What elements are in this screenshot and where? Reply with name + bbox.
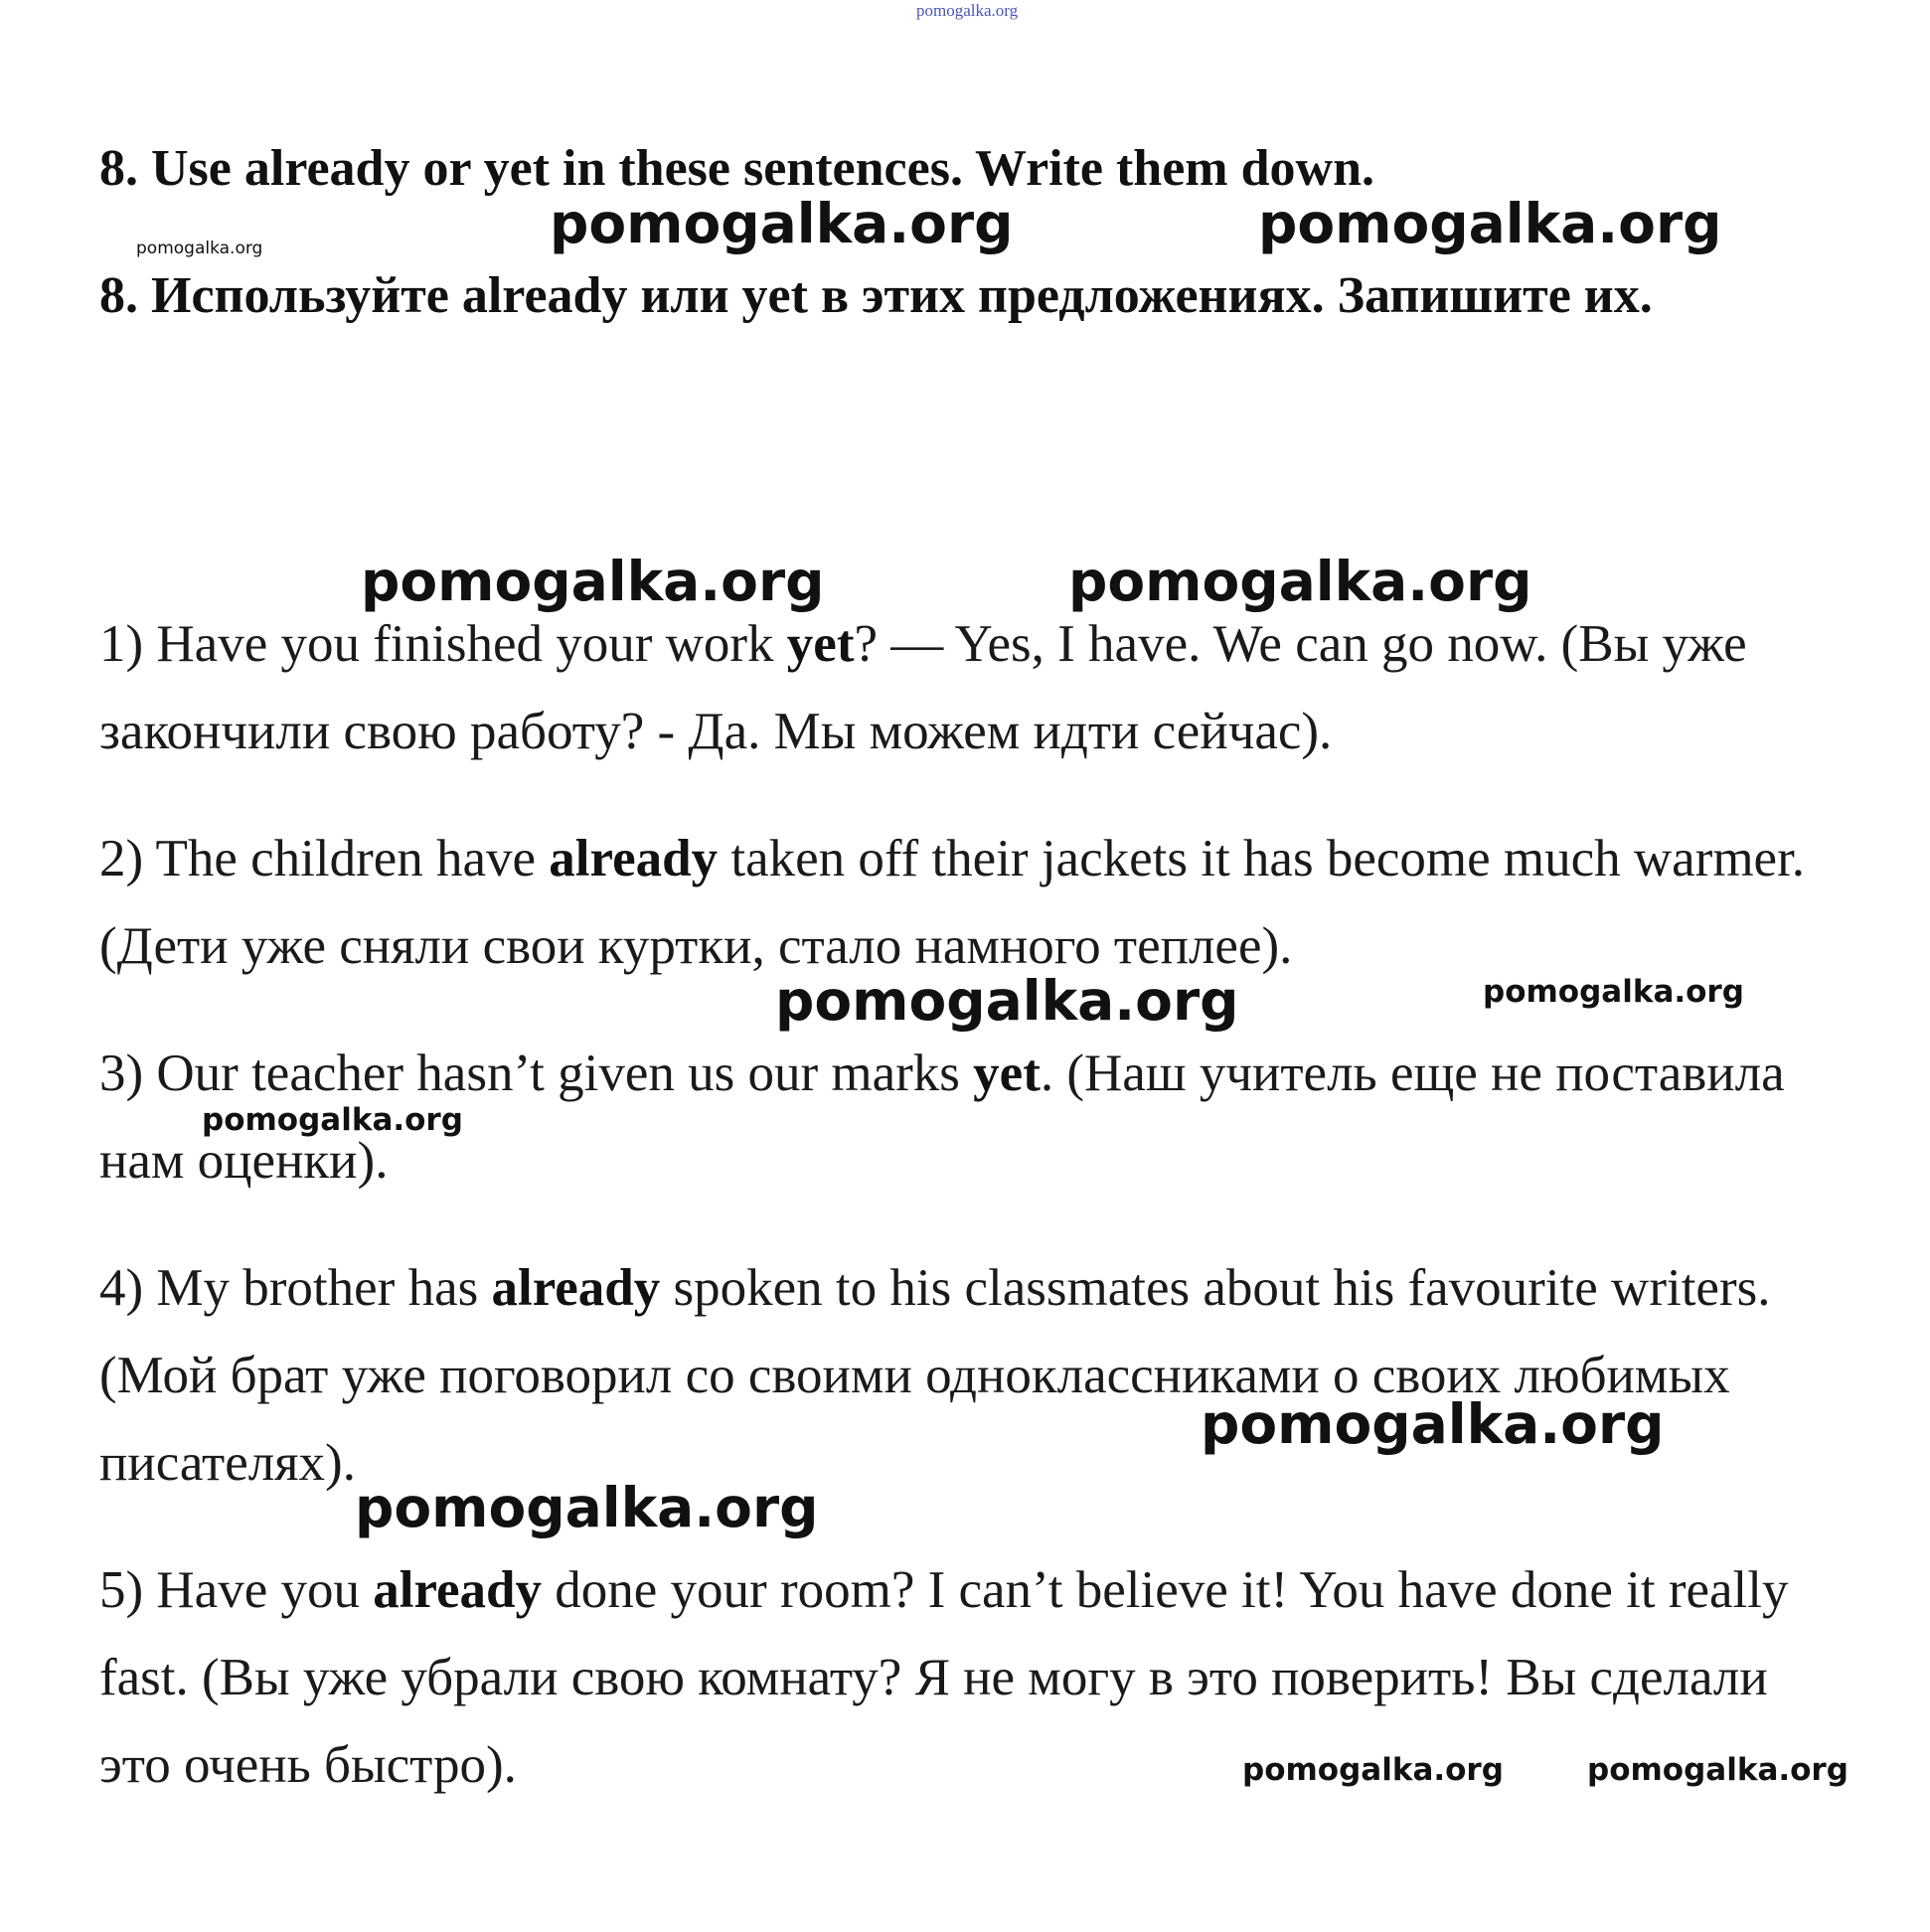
answer-text: 5) Have you xyxy=(99,1561,374,1619)
answer-text: spoken to his classmates about his favourite writers. (Мой брат уже поговорил со своими одноклассниками о своих любимых писателях). xyxy=(99,1259,1771,1492)
watermark: pomogalka.org xyxy=(202,1102,463,1138)
answer-text: 1) Have you finished your work xyxy=(99,615,787,673)
answer-text: ? — Yes, I have. We can go now. (Вы уже закончили свою работу? - Да. Мы можем идти сейчас). xyxy=(99,615,1747,760)
answer-text: taken off their jackets it has become much warmer. (Дети уже сняли свои куртки, стало намного теплее). xyxy=(99,830,1806,975)
watermark: pomogalka.org xyxy=(1068,550,1532,613)
answer-text: . (Наш учитель еще не поставила нам оценки). xyxy=(99,1045,1785,1190)
watermark: pomogalka.org xyxy=(1587,1752,1849,1788)
answer-text: 4) My brother has xyxy=(99,1259,492,1317)
answer-item-1 xyxy=(99,600,1849,775)
answer-text: 2) The children have xyxy=(99,830,550,887)
answer-item-4 xyxy=(99,1244,1849,1507)
answer-list xyxy=(99,600,1849,1849)
watermark: pomogalka.org xyxy=(1483,974,1744,1010)
watermark: pomogalka.org xyxy=(355,1476,819,1539)
watermark: pomogalka.org xyxy=(1242,1752,1504,1788)
answer-keyword: already xyxy=(491,1259,661,1317)
watermark: pomogalka.org xyxy=(136,239,263,258)
answer-item-5 xyxy=(99,1546,1849,1809)
exercise-title-ru: 8. Используйте already или yet в этих предложениях. Запишите их. xyxy=(99,267,1653,324)
watermark: pomogalka.org xyxy=(775,969,1239,1033)
watermark: pomogalka.org xyxy=(550,192,1014,255)
answer-text: done your room? I can’t believe it! You have done it really fast. (Вы уже убрали свою комнату? Я не могу в это поверить! Вы сделали это очень быстро). xyxy=(99,1561,1789,1794)
answer-text: 3) Our teacher hasn’t given us our marks xyxy=(99,1045,974,1102)
watermark: pomogalka.org xyxy=(1201,1392,1665,1456)
exercise-title-en: 8. Use already or yet in these sentences. Write them down. xyxy=(99,140,1375,197)
watermark: pomogalka.org xyxy=(361,550,825,613)
answer-item-2 xyxy=(99,815,1849,990)
answer-keyword: yet xyxy=(973,1045,1041,1102)
watermark: pomogalka.org xyxy=(1258,192,1722,255)
answer-keyword: already xyxy=(549,830,719,887)
answer-keyword: already xyxy=(373,1561,543,1619)
watermark: pomogalka.org xyxy=(916,1,1019,20)
answer-keyword: yet xyxy=(786,615,855,673)
